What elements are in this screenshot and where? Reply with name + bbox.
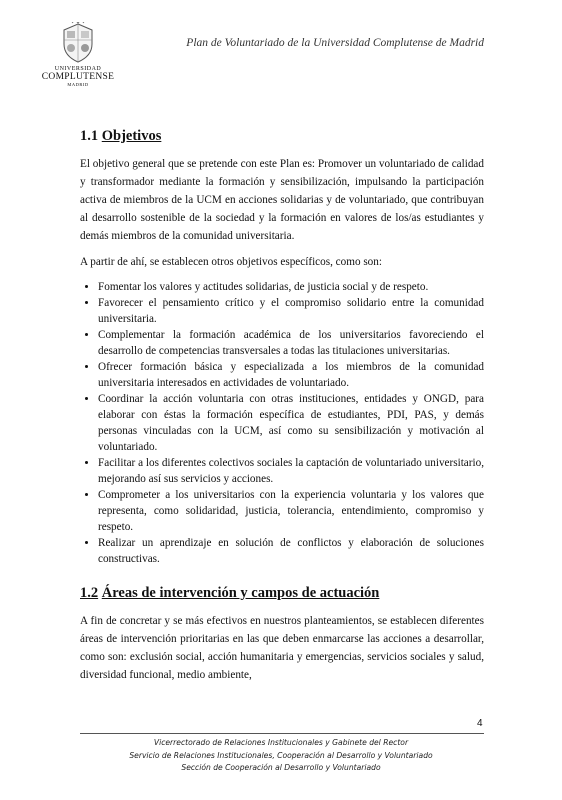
list-item: • Realizar un aprendizaje en solución de conflictos y elaboración de soluciones constructivas. xyxy=(98,535,484,567)
list-item: • Ofrecer formación básica y especializada a los miembros de la comunidad universitaria interesados en actividades de voluntariado. xyxy=(98,359,484,391)
footer-line-2: Servicio de Relaciones Institucionales, Cooperación al Desarrollo y Voluntariado xyxy=(129,750,433,760)
footer-line-1: Vicerrectorado de Relaciones Institucionales y Gabinete del Rector xyxy=(153,738,409,747)
objectives-list xyxy=(80,279,484,567)
list-item: • Facilitar a los diferentes colectivos sociales la captación de voluntariado universitario, mejorando así sus servicios y acciones. xyxy=(98,455,484,487)
document-body xyxy=(80,128,484,692)
list-item: • Comprometer a los universitarios con la experiencia voluntaria y los valores que representa, como solidaridad, justicia, tolerancia, entendimiento, compromiso y respeto. xyxy=(98,487,484,535)
document-header-title: Plan de Voluntariado de la Universidad Complutense de Madrid xyxy=(186,37,484,49)
footer-line-3: Sección de Cooperación al Desarrollo y Voluntariado xyxy=(181,763,381,772)
section-heading-objetivos xyxy=(80,128,484,145)
section-title: Áreas de intervención y campos de actuación xyxy=(101,585,380,601)
list-item: • Coordinar la acción voluntaria con otras instituciones, entidades y ONGD, para elaborar con éstas la formación específica de estudiantes, PDI, PAS, y demás personas vinculadas con la UCM, así como su sensibilización y motivación al voluntariado. xyxy=(98,391,484,455)
section-number: 1.2 xyxy=(80,585,99,601)
paragraph: A partir de ahí, se establecen otros objetivos específicos, como son: xyxy=(80,256,382,268)
list-item: • Complementar la formación académica de los universitarios favoreciendo el desarrollo de competencias transversales a todas las titulaciones universitarias. xyxy=(98,327,484,359)
page-footer xyxy=(0,737,562,775)
list-item: • Favorecer el pensamiento crítico y el compromiso solidario entre la comunidad universitaria. xyxy=(98,295,484,327)
page-number: 4 xyxy=(477,718,483,729)
section-heading-areas xyxy=(80,585,484,602)
logo-text-university: UNIVERSIDAD xyxy=(54,66,102,72)
logo-text-complutense: COMPLUTENSE xyxy=(41,72,115,82)
list-item: • Fomentar los valores y actitudes solidarias, de justicia social y de respeto. xyxy=(98,279,484,295)
logo-text-madrid: MADRID xyxy=(67,82,89,87)
university-crest-icon xyxy=(58,22,98,64)
section-title: Objetivos xyxy=(101,128,162,144)
section-number: 1.1 xyxy=(80,128,99,144)
page-header xyxy=(0,0,562,110)
footer-divider xyxy=(80,733,484,734)
paragraph: A fin de concretar y se más efectivos en nuestros planteamientos, se establecen diferentes áreas de intervención prioritarias en las que deben enmarcarse las acciones a desarrollar, como son: exclusión social, acción humanitaria y emergencias, servicios sociales y salud, diversidad funcional, medio ambiente, xyxy=(80,615,484,681)
paragraph: El objetivo general que se pretende con este Plan es: Promover un voluntariado de calidad y transformador mediante la formación y sensibilización, impulsando la participación activa de miembros de la UCM en acciones solidarias y de voluntariado, que contribuyan al desarrollo sostenible de la sociedad y la formación en valores de los/as estudiantes y demás miembros de la comunidad universitaria. xyxy=(80,158,484,242)
university-logo xyxy=(38,22,118,87)
